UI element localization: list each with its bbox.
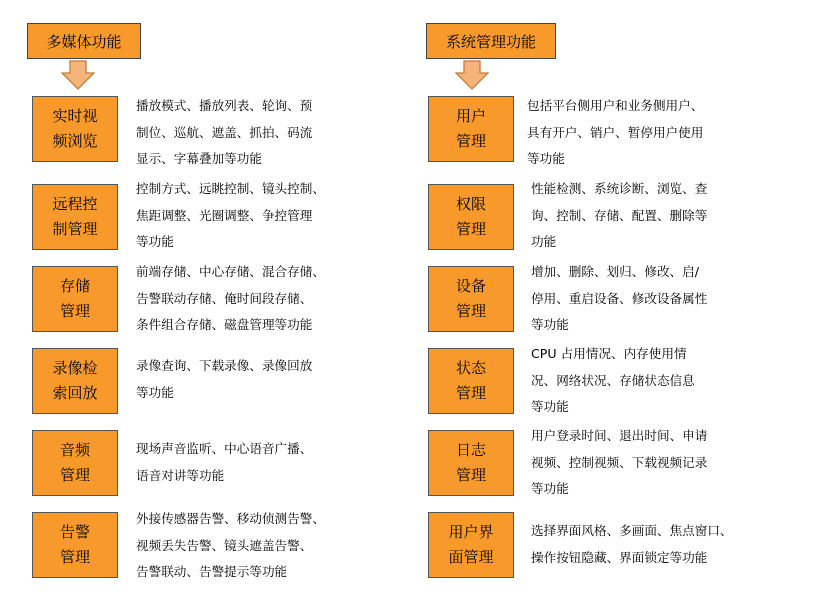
desc-user-management: 包括平台侧用户和业务侧用户、 具有开户、销户、暂停用户使用 等功能 <box>527 98 704 166</box>
desc-realtime-video: 播放模式、播放列表、轮询、预 制位、巡航、遮盖、抓拍、码流 显示、字幕叠加等功能 <box>136 98 313 166</box>
category-remote-control: 远程控 制管理 <box>32 184 118 250</box>
desc-alarm: 外接传感器告警、移动侦测告警、 视频丢失告警、镜头遮盖告警、 告警联动、告警提示等功能 <box>136 511 325 579</box>
category-permission: 权限 管理 <box>428 184 514 250</box>
category-storage: 存储 管理 <box>32 266 118 332</box>
desc-audio: 现场声音监听、中心语音广播、 语音对讲等功能 <box>136 441 313 483</box>
category-device: 设备 管理 <box>428 266 514 332</box>
category-alarm: 告警 管理 <box>32 512 118 578</box>
category-status: 状态 管理 <box>428 348 514 414</box>
multimedia-functions-header: 多媒体功能 <box>27 23 141 59</box>
down-arrow-icon <box>455 60 489 90</box>
desc-ui-management: 选择界面风格、多画面、焦点窗口、 操作按钮隐藏、界面锁定等功能 <box>531 523 733 565</box>
category-realtime-video: 实时视 频浏览 <box>32 96 118 162</box>
down-arrow-icon <box>61 60 95 90</box>
desc-recording-playback: 录像查询、下载录像、录像回放 等功能 <box>136 358 313 400</box>
desc-permission: 性能检测、系统诊断、浏览、查 询、控制、存储、配置、删除等 功能 <box>531 181 708 249</box>
category-ui-management: 用户界 面管理 <box>428 512 514 578</box>
desc-log: 用户登录时间、退出时间、申请 视频、控制视频、下载视频记录 等功能 <box>531 428 708 496</box>
desc-remote-control: 控制方式、远眺控制、镜头控制、 焦距调整、光圈调整、争控管理 等功能 <box>136 181 325 249</box>
desc-storage: 前端存储、中心存储、混合存储、 告警联动存储、俺时间段存储、 条件组合存储、磁盘管理等功能 <box>136 264 325 332</box>
desc-status: CPU 占用情况、内存使用情 况、网络状况、存储状态信息 等功能 <box>531 346 695 414</box>
category-recording-playback: 录像检 索回放 <box>32 348 118 414</box>
category-audio: 音频 管理 <box>32 430 118 496</box>
category-log: 日志 管理 <box>428 430 514 496</box>
category-user-management: 用户 管理 <box>428 96 514 162</box>
system-management-header: 系统管理功能 <box>426 23 556 59</box>
desc-device: 增加、删除、划归、修改、启/ 停用、重启设备、修改设备属性 等功能 <box>531 264 708 332</box>
